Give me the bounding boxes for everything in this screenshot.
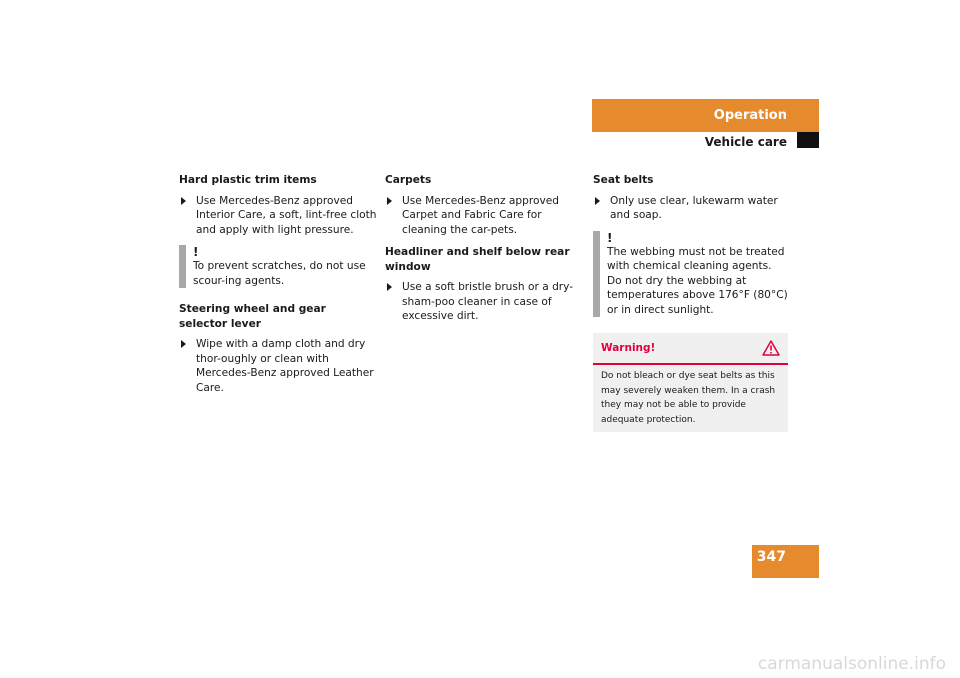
caution-note	[593, 231, 788, 318]
exclamation-icon: !	[193, 245, 199, 259]
exclamation-icon: !	[607, 230, 613, 245]
heading-headliner: Headliner and shelf below rear window	[385, 246, 570, 273]
arrow-bullet-icon	[181, 340, 186, 348]
arrow-bullet-icon	[181, 197, 186, 205]
bullet-text: Use a soft bristle brush or a dry-sham-poo cleaner in case of excessive dirt.	[402, 281, 574, 322]
subsection-title: Vehicle care	[704, 135, 787, 149]
column-right	[593, 173, 788, 432]
bullet-item	[179, 337, 377, 395]
bullet-text: Wipe with a damp cloth and dry thor-oughly or clean with Mercedes-Benz approved Leather Care.	[196, 338, 374, 394]
bullet-text: Only use clear, lukewarm water and soap.	[610, 194, 778, 221]
bullet-item	[385, 280, 585, 324]
watermark: carmanualsonline.info	[757, 654, 946, 674]
note-bar	[179, 245, 186, 288]
section-header	[592, 99, 819, 132]
column-middle	[385, 173, 585, 332]
bullet-text: Use Mercedes-Benz approved Interior Care, a soft, lint-free cloth and apply with light pressure.	[196, 194, 377, 236]
bullet-item	[179, 194, 377, 238]
header-marker	[797, 132, 819, 148]
page-number: 347	[752, 545, 819, 578]
warning-triangle-icon	[762, 340, 780, 356]
heading-carpets: Carpets	[385, 174, 432, 186]
bullet-text: Use Mercedes-Benz approved Carpet and Fabric Care for cleaning the car-pets.	[402, 194, 559, 236]
heading-hard-plastic: Hard plastic trim items	[179, 174, 317, 186]
caution-note	[179, 245, 377, 288]
note-bar	[593, 231, 600, 318]
arrow-bullet-icon	[387, 283, 392, 291]
warning-header	[593, 333, 788, 365]
heading-steering-wheel: Steering wheel and gear selector lever	[179, 303, 326, 330]
warning-box	[593, 333, 788, 432]
column-left	[179, 173, 377, 403]
note-text: To prevent scratches, do not use scour-ing agents.	[193, 260, 366, 287]
arrow-bullet-icon	[387, 197, 392, 205]
heading-seat-belts: Seat belts	[593, 174, 654, 186]
bullet-item	[593, 194, 788, 223]
warning-title: Warning!	[601, 341, 656, 354]
note-text: The webbing must not be treated with chemical cleaning agents. Do not dry the webbing at temperatures above 176°F (80°C) or in direct sunlight.	[607, 245, 788, 316]
bullet-item	[385, 194, 585, 238]
warning-text: Do not bleach or dye seat belts as this may severely weaken them. In a crash they may not be able to provide adequate protection.	[601, 371, 776, 425]
section-title: Operation	[713, 108, 787, 123]
arrow-bullet-icon	[595, 197, 600, 205]
